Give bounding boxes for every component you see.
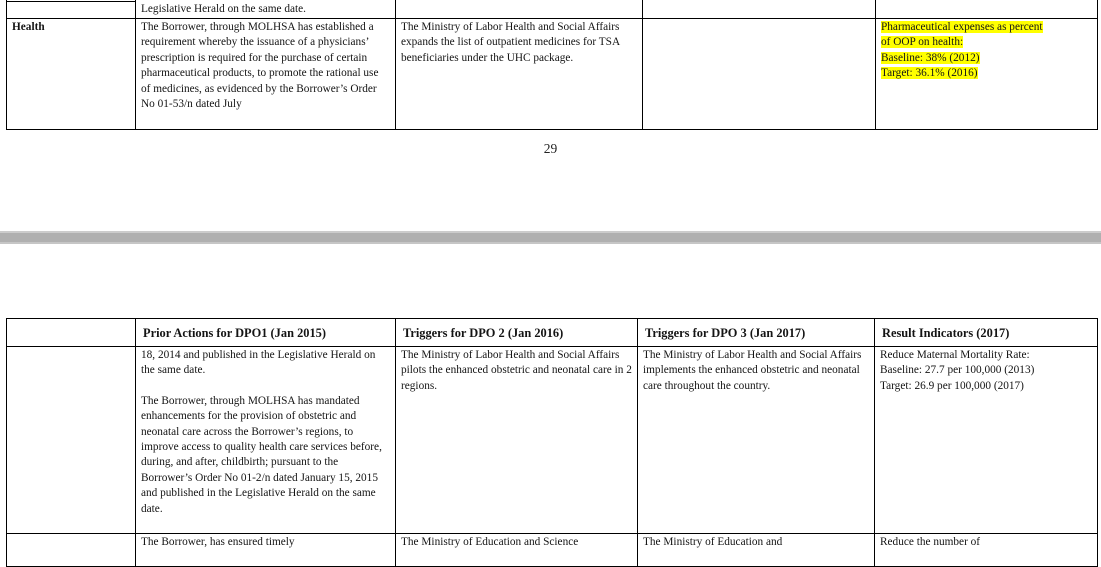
indicator-line: Baseline: 27.7 per 100,000 (2013) [880, 364, 1035, 377]
highlighted-indicator-line: Target: 36.1% (2016) [881, 67, 978, 80]
indicator-line: Reduce Maternal Mortality Rate: [880, 349, 1030, 361]
triggers-dpo2-cell [396, 19, 643, 130]
page-break-divider [0, 231, 1101, 244]
result-indicators-cell [875, 347, 1098, 534]
cell-text: The Ministry of Education and Science [401, 536, 579, 548]
cell-text: Legislative Herald on the same date. [141, 2, 306, 15]
theme-cell [7, 347, 136, 534]
triggers-dpo2-cell [396, 534, 638, 567]
triggers-dpo3-cell [643, 0, 876, 19]
table-row-cut-bottom [7, 534, 1098, 567]
indicator-line: Target: 26.9 per 100,000 (2017) [880, 379, 1024, 392]
table-row-cut-top [7, 0, 1098, 19]
header-triggers-dpo3: Triggers for DPO 3 (Jan 2017) [638, 319, 875, 347]
triggers-dpo3-cell [638, 347, 875, 534]
table-row-obstetric-care [7, 347, 1098, 534]
triggers-dpo2-cell [396, 0, 643, 19]
table-header-row [7, 319, 1098, 347]
cell-text: The Ministry of Labor Health and Social Affairs expands the list of outpatient medicines for TSA beneficiaries under the UHC package. [401, 21, 620, 64]
cell-paragraph: 18, 2014 and published in the Legislative Herald on the same date. [141, 349, 376, 377]
cell-border-stub [7, 1, 135, 2]
header-prior-actions: Prior Actions for DPO1 (Jan 2015) [136, 319, 396, 347]
table-row-health [7, 19, 1098, 130]
header-theme [7, 319, 136, 347]
cell-text: The Borrower, through MOLHSA has established a requirement whereby the issuance of a physicians’ prescription is required for the purchase of certain pharmaceutical products, to promote the rational use of medicines, as evidenced by the Borrower’s Order No 01-53/n dated July [141, 21, 379, 111]
result-indicators-cell [876, 0, 1098, 19]
highlighted-indicator-line: Pharmaceutical expenses as percent [881, 21, 1043, 33]
cell-text: The Ministry of Education and [643, 536, 783, 548]
results-matrix-table-page30 [6, 318, 1098, 567]
prior-actions-cell [136, 347, 396, 534]
highlighted-indicator-line: of OOP on health: [881, 36, 964, 49]
cell-text: The Ministry of Labor Health and Social Affairs implements the enhanced obstetric and neonatal care throughout the country. [643, 349, 862, 392]
highlighted-indicator-line: Baseline: 38% (2012) [881, 51, 980, 64]
cell-text: The Ministry of Labor Health and Social Affairs pilots the enhanced obstetric and neonatal care in 2 regions. [401, 349, 632, 392]
theme-cell: Health [7, 19, 136, 130]
header-triggers-dpo2: Triggers for DPO 2 (Jan 2016) [396, 319, 638, 347]
triggers-dpo3-cell [643, 19, 876, 130]
prior-actions-cell [136, 0, 396, 19]
theme-cell [7, 0, 136, 19]
cell-text: Reduce the number of [880, 536, 981, 548]
theme-cell [7, 534, 136, 567]
cell-text: The Borrower, has ensured timely [141, 536, 295, 548]
header-result-indicators: Result Indicators (2017) [875, 319, 1098, 347]
triggers-dpo2-cell [396, 347, 638, 534]
cell-paragraph: The Borrower, through MOLHSA has mandated enhancements for the provision of obstetric and neonatal care across the Borrower’s regions, to improve access to quality health care services before, during, and after, childbirth; pursuant to the Borrower’s Order No 01-2/n dated January 15, 2015 and published in the Legislative Herald on the same date. [141, 394, 382, 515]
result-indicators-cell [875, 534, 1098, 567]
result-indicators-cell [876, 19, 1098, 130]
page-number: 29 [543, 141, 558, 156]
results-matrix-table-page29 [6, 0, 1098, 130]
triggers-dpo3-cell [638, 534, 875, 567]
prior-actions-cell [136, 534, 396, 567]
prior-actions-cell [136, 19, 396, 130]
